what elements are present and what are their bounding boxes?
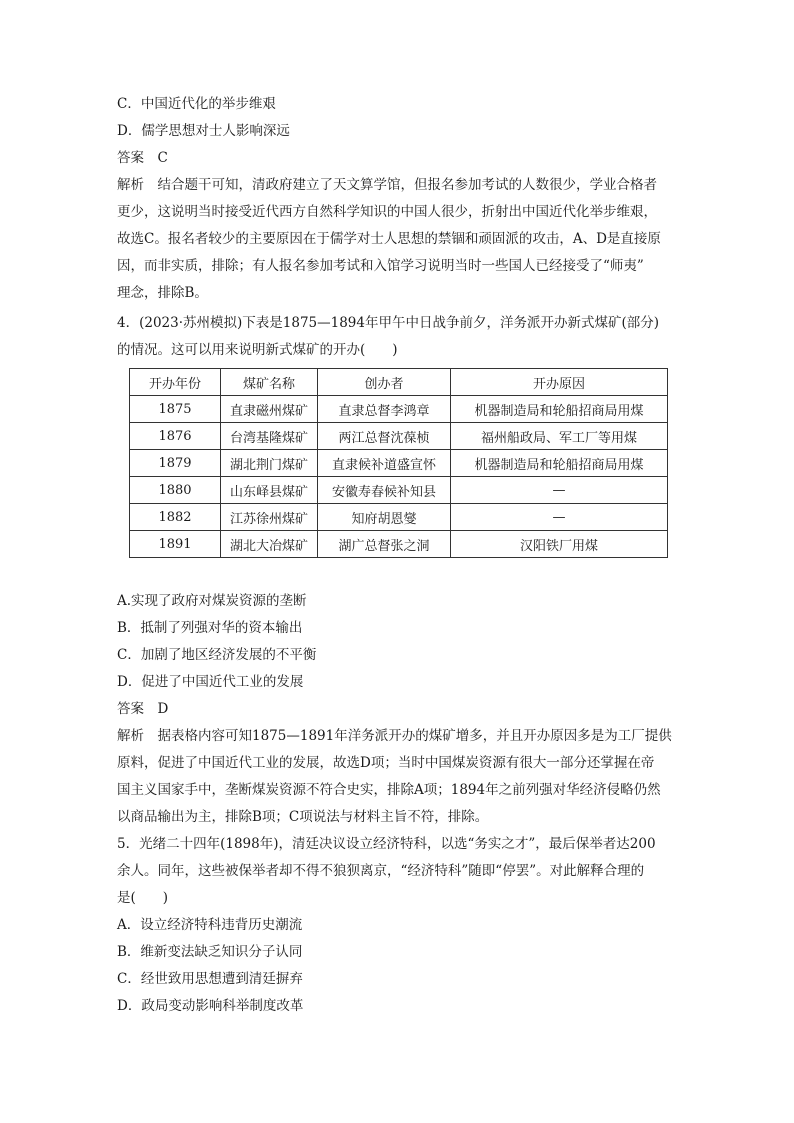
q4-stem-line: 的情况。这可以用来说明新式煤矿的开办( ): [117, 342, 398, 358]
table-header-cell: 创办者: [318, 369, 451, 396]
table-row: [130, 531, 668, 558]
table-row: [130, 423, 668, 450]
table-header-row: [130, 369, 668, 396]
q5-option-a: A．设立经济特科违背历史潮流: [117, 917, 303, 933]
q4-option-c: C．加剧了地区经济发展的不平衡: [117, 647, 317, 663]
table-cell: 机器制造局和轮船招商局用煤: [451, 450, 668, 477]
table-cell: 福州船政局、军工厂等用煤: [451, 423, 668, 450]
table-cell: 1875: [130, 396, 221, 423]
table-cell: 1879: [130, 450, 221, 477]
table-cell: 1880: [130, 477, 221, 504]
table-cell: —: [451, 504, 668, 531]
q3-option-d: D．儒学思想对士人影响深远: [117, 123, 290, 139]
q3-option-c: C．中国近代化的举步维艰: [117, 96, 276, 112]
table-row: [130, 396, 668, 423]
table-cell: 汉阳铁厂用煤: [451, 531, 668, 558]
q4-stem-line: 4．(2023·苏州模拟)下表是1875—1894年甲午中日战争前夕，洋务派开办新式煤矿(部分): [117, 315, 660, 331]
table-cell: 安徽寿春候补知县: [318, 477, 451, 504]
q5-option-c: C．经世致用思想遭到清廷摒弃: [117, 971, 303, 987]
table-cell: 山东峄县煤矿: [221, 477, 318, 504]
table-header-cell: 开办年份: [130, 369, 221, 396]
table-row: [130, 504, 668, 531]
table-row: [130, 450, 668, 477]
table-cell: 湖北荆门煤矿: [221, 450, 318, 477]
q5-stem-line: 5．光绪二十四年(1898年)，清廷决议设立经济特科，以选“务实之才”，最后保举者达200: [117, 836, 656, 852]
table-cell: 直隶候补道盛宣怀: [318, 450, 451, 477]
q3-analysis-line: 因，而非实质，排除；有人报名参加考试和入馆学习说明当时一些国人已经接受了“师夷”: [117, 258, 644, 274]
q4-answer: 答案 D: [117, 701, 169, 717]
q4-analysis-line: 解析 据表格内容可知1875—1891年洋务派开办的煤矿增多，并且开办原因多是为工厂提供: [117, 728, 672, 744]
table-cell: 台湾基隆煤矿: [221, 423, 318, 450]
q4-option-a: A.实现了政府对煤炭资源的垄断: [117, 593, 307, 609]
q5-stem-line: 余人。同年，这些被保举者却不得不狼狈离京，“经济特科”随即“停罢”。对此解释合理的: [117, 863, 645, 879]
table-header-cell: 开办原因: [451, 369, 668, 396]
q4-option-d: D．促进了中国近代工业的发展: [117, 674, 304, 690]
table-cell: 1891: [130, 531, 221, 558]
q5-option-d: D．政局变动影响科举制度改革: [117, 998, 304, 1014]
table-cell: 湖广总督张之洞: [318, 531, 451, 558]
coal-mine-table: [129, 368, 668, 558]
table-cell: 知府胡恩燮: [318, 504, 451, 531]
q3-analysis-line: 故选C。报名者较少的主要原因在于儒学对士人思想的禁锢和顽固派的攻击，A、D是直接原: [117, 231, 661, 247]
q3-analysis-line: 解析 结合题干可知，清政府建立了天文算学馆，但报名参加考试的人数很少，学业合格者: [117, 177, 657, 193]
q3-analysis-line: 理念，排除B。: [117, 285, 208, 301]
q4-analysis-line: 以商品输出为主，排除B项；C项说法与材料主旨不符，排除。: [117, 809, 489, 825]
table-cell: 湖北大冶煤矿: [221, 531, 318, 558]
q3-answer: 答案 C: [117, 150, 168, 166]
table-cell: 直隶总督李鸿章: [318, 396, 451, 423]
q3-analysis-line: 更少，这说明当时接受近代西方自然科学知识的中国人很少，折射出中国近代化举步维艰，: [117, 204, 657, 220]
table-cell: 两江总督沈葆桢: [318, 423, 451, 450]
table-cell: —: [451, 477, 668, 504]
table-row: [130, 477, 668, 504]
q4-analysis-line: 国主义国家手中，垄断煤炭资源不符合史实，排除A项；1894年之前列强对华经济侵略仍然: [117, 782, 661, 798]
table-cell: 1882: [130, 504, 221, 531]
q5-stem-line: 是( ): [117, 890, 169, 906]
table-cell: 江苏徐州煤矿: [221, 504, 318, 531]
q4-option-b: B．抵制了列强对华的资本输出: [117, 620, 303, 636]
q5-option-b: B．维新变法缺乏知识分子认同: [117, 944, 303, 960]
table-cell: 机器制造局和轮船招商局用煤: [451, 396, 668, 423]
table-cell: 1876: [130, 423, 221, 450]
table-header-cell: 煤矿名称: [221, 369, 318, 396]
table-cell: 直隶磁州煤矿: [221, 396, 318, 423]
q4-analysis-line: 原料，促进了中国近代工业的发展，故选D项；当时中国煤炭资源有很大一部分还掌握在帝: [117, 755, 655, 771]
